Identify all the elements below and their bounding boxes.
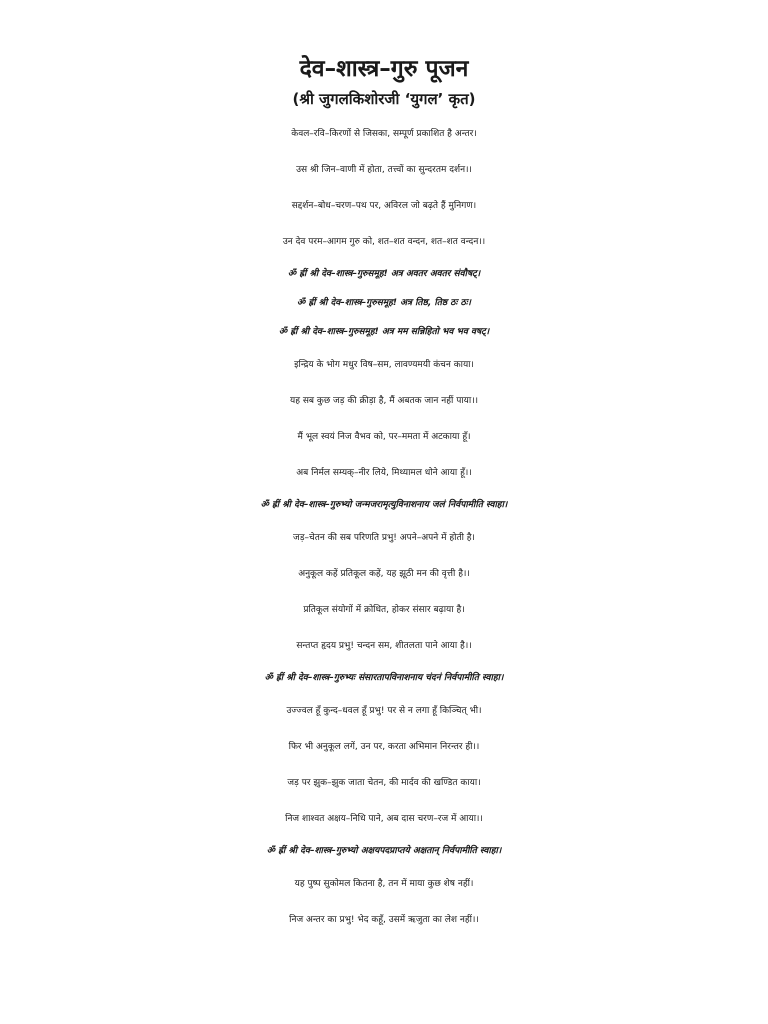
- verse-line: उन देव परम–आगम गुरु को, शत–शत वन्दन, शत–शत वन्दन।।: [282, 237, 486, 247]
- stanza-5: [0, 866, 768, 938]
- verse-line: यह पुष्प सुकोमल कितना है, तन में माया कुछ शेष नहीं।: [294, 879, 474, 889]
- verse-line: सद्दर्शन–बोध–चरण–पथ पर, अविरल जो बढ़ते हैं मुनिगण।: [291, 201, 477, 211]
- verse-line: अनुकूल कहें प्रतिकूल कहें, यह झूठी मन की वृत्ती है।।: [298, 569, 470, 579]
- verse-line: केवल–रवि–किरणों से जिसका, सम्पूर्ण प्रकाशित है अन्तर।: [291, 129, 477, 139]
- verse-line: फिर भी अनुकूल लगें, उन पर, करता अभिमान निरन्तर ही।।: [288, 742, 480, 752]
- verse-line: निज अन्तर का प्रभु! भेद कहूँ, उसमें ऋजुता का लेश नहीं।।: [289, 915, 479, 925]
- invocation-mantras: [0, 260, 768, 347]
- verse-line: उस श्री जिन–वाणी में होता, तत्त्वों का सुन्दरतम दर्शन।।: [296, 165, 472, 175]
- verse-line: जड़–चेतन की सब परिणति प्रभु! अपने–अपने में होती है।: [293, 533, 475, 543]
- page-title: देव–शास्त्र–गुरु पूजन: [299, 56, 469, 82]
- offering-mantra-chandan: ॐ ह्रीं श्री देव–शास्त्र–गुरुभ्यः संसारतापविनाशनाय चंदनं निर्वपामीति स्वाहा।: [264, 673, 504, 683]
- stanza-2: [0, 347, 768, 491]
- invocation-mantra: ॐ ह्रीं श्री देव–शास्त्र–गुरुसमूह! अत्र तिष्ठ, तिष्ठ ठः ठः।: [297, 298, 471, 308]
- verse-line: अब निर्मल सम्यक्–नीर लिये, मिथ्यामल धोने आया हूँ।।: [296, 468, 472, 478]
- offering-mantra-akshat: ॐ ह्रीं श्री देव–शास्त्र–गुरुभ्यो अक्षयपदप्राप्तये अक्षतान् निर्वपामीति स्वाहा।: [266, 846, 502, 856]
- verse-line: जड़ पर झुक–झुक जाता चेतन, की मार्दव की खण्डित काया।: [287, 778, 481, 788]
- verse-line: यह सब कुछ जड़ की क्रीड़ा है, मैं अबतक जान नहीं पाया।।: [289, 396, 479, 406]
- verse-line: मैं भूल स्वयं निज वैभव को, पर–ममता में अटकाया हूँ।: [297, 432, 471, 442]
- verse-line: इन्द्रिय के भोग मधुर विष–सम, लावण्यमयी कंचन काया।: [294, 360, 474, 370]
- stanza-4: [0, 693, 768, 837]
- stanza-1: [0, 116, 768, 260]
- stanza-3: [0, 520, 768, 664]
- verse-line: सन्तप्त हृदय प्रभु! चन्दन सम, शीतलता पाने आया है।।: [296, 641, 472, 651]
- invocation-mantra: ॐ ह्रीं श्री देव–शास्त्र–गुरुसमूह! अत्र मम सन्निहितो भव भव वषट्।: [278, 327, 490, 337]
- invocation-mantra: ॐ ह्रीं श्री देव–शास्त्र–गुरुसमूह! अत्र अवतर अवतर संवौषट्।: [287, 269, 481, 279]
- verse-line: निज शाश्वत अक्षय–निधि पाने, अब दास चरण–रज में आया।।: [285, 814, 483, 824]
- offering-mantra-jal: ॐ ह्रीं श्री देव–शास्त्र–गुरुभ्यो जन्मजरामृत्युविनाशनाय जलं निर्वपामीति स्वाहा।: [260, 500, 508, 510]
- poem-page: [0, 52, 768, 938]
- verse-line: प्रतिकूल संयोगों में क्रोधित, होकर संसार बढ़ाया है।: [303, 605, 465, 615]
- verse-line: उज्ज्वल हूँ कुन्द–धवल हूँ प्रभु! पर से न लगा हूँ किञ्चित् भी।: [286, 706, 482, 716]
- author-subtitle: (श्री जुगलकिशोरजी ‘युगल’ कृत): [292, 90, 476, 108]
